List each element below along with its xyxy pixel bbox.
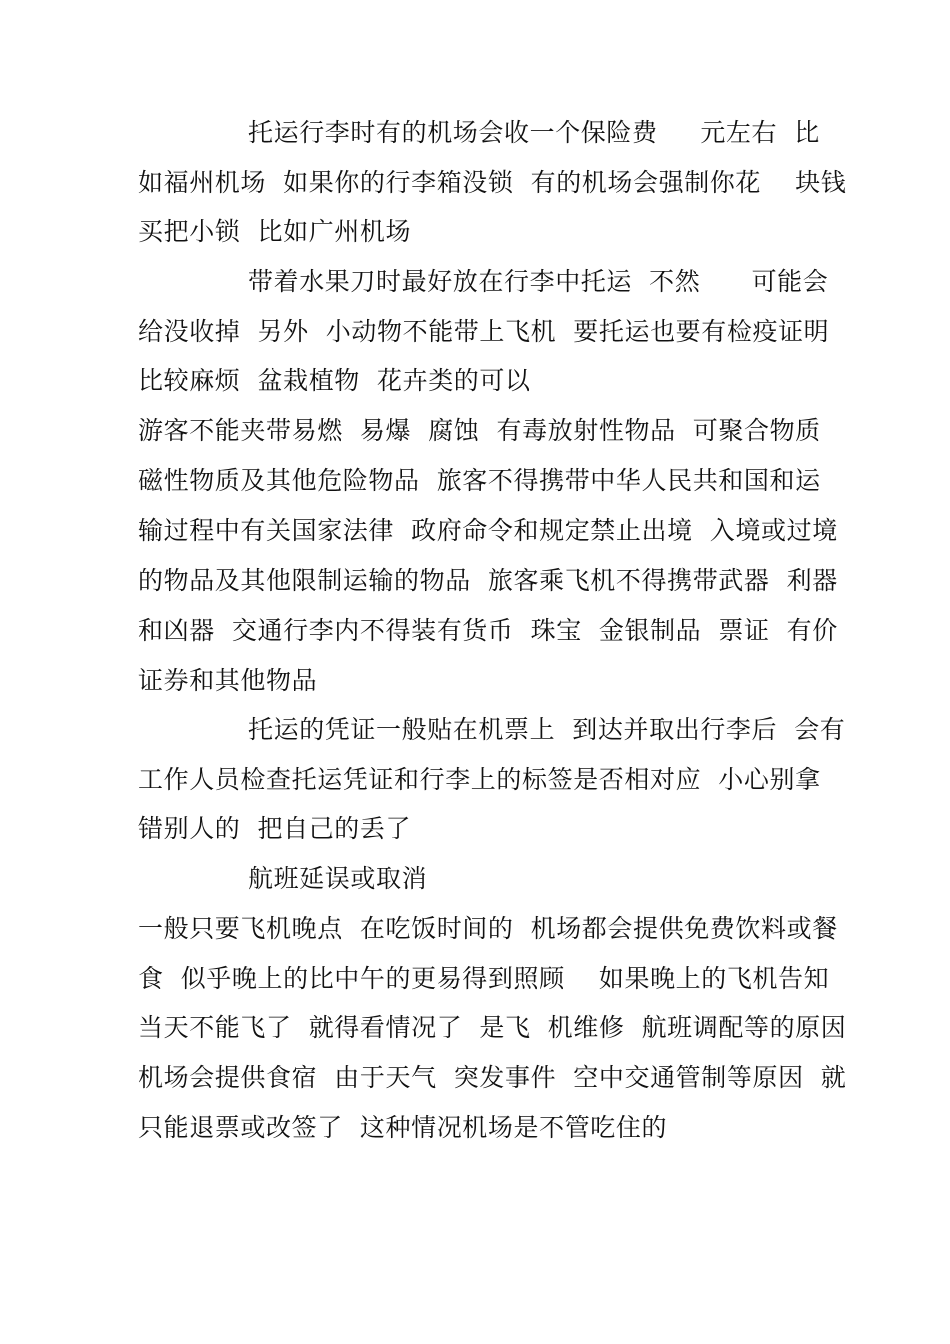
- text-line: 托运的凭证一般贴在机票上 到达并取出行李后 会有: [248, 715, 846, 744]
- text-line: 食 似乎晚上的比中午的更易得到照顾 如果晚上的飞机告知: [138, 964, 830, 993]
- text-line: 托运行李时有的机场会收一个保险费 元左右 比: [248, 118, 820, 147]
- text-line: 游客不能夹带易燃 易爆 腐蚀 有毒放射性物品 可聚合物质: [138, 416, 821, 445]
- text-line: 带着水果刀时最好放在行李中托运 不然 可能会: [248, 267, 829, 296]
- text-line: 和凶器 交通行李内不得装有货币 珠宝 金银制品 票证 有价: [138, 616, 838, 645]
- text-line: 买把小锁 比如广州机场: [138, 217, 412, 246]
- text-line: 如福州机场 如果你的行李箱没锁 有的机场会强制你花 块钱: [138, 168, 847, 197]
- text-line: 的物品及其他限制运输的物品 旅客乘飞机不得携带武器 利器: [138, 566, 838, 595]
- text-line: 只能退票或改签了 这种情况机场是不管吃住的: [138, 1113, 668, 1142]
- text-line: 机场会提供食宿 由于天气 突发事件 空中交通管制等原因 就: [138, 1063, 847, 1092]
- text-line: 比较麻烦 盆栽植物 花卉类的可以: [138, 366, 531, 395]
- text-line: 当天不能飞了 就得看情况了 是飞 机维修 航班调配等的原因: [138, 1013, 847, 1042]
- section-heading: 航班延误或取消: [248, 864, 428, 893]
- text-line: 错别人的 把自己的丢了: [138, 814, 412, 843]
- text-line: 磁性物质及其他危险物品 旅客不得携带中华人民共和国和运: [138, 466, 821, 495]
- text-line: 工作人员检查托运凭证和行李上的标签是否相对应 小心别拿: [138, 765, 821, 794]
- text-line: 证券和其他物品: [138, 666, 318, 695]
- text-line: 一般只要飞机晚点 在吃饭时间的 机场都会提供免费饮料或餐: [138, 914, 838, 943]
- text-line: 给没收掉 另外 小动物不能带上飞机 要托运也要有检疫证明: [138, 317, 830, 346]
- text-line: 输过程中有关国家法律 政府命令和规定禁止出境 入境或过境: [138, 516, 838, 545]
